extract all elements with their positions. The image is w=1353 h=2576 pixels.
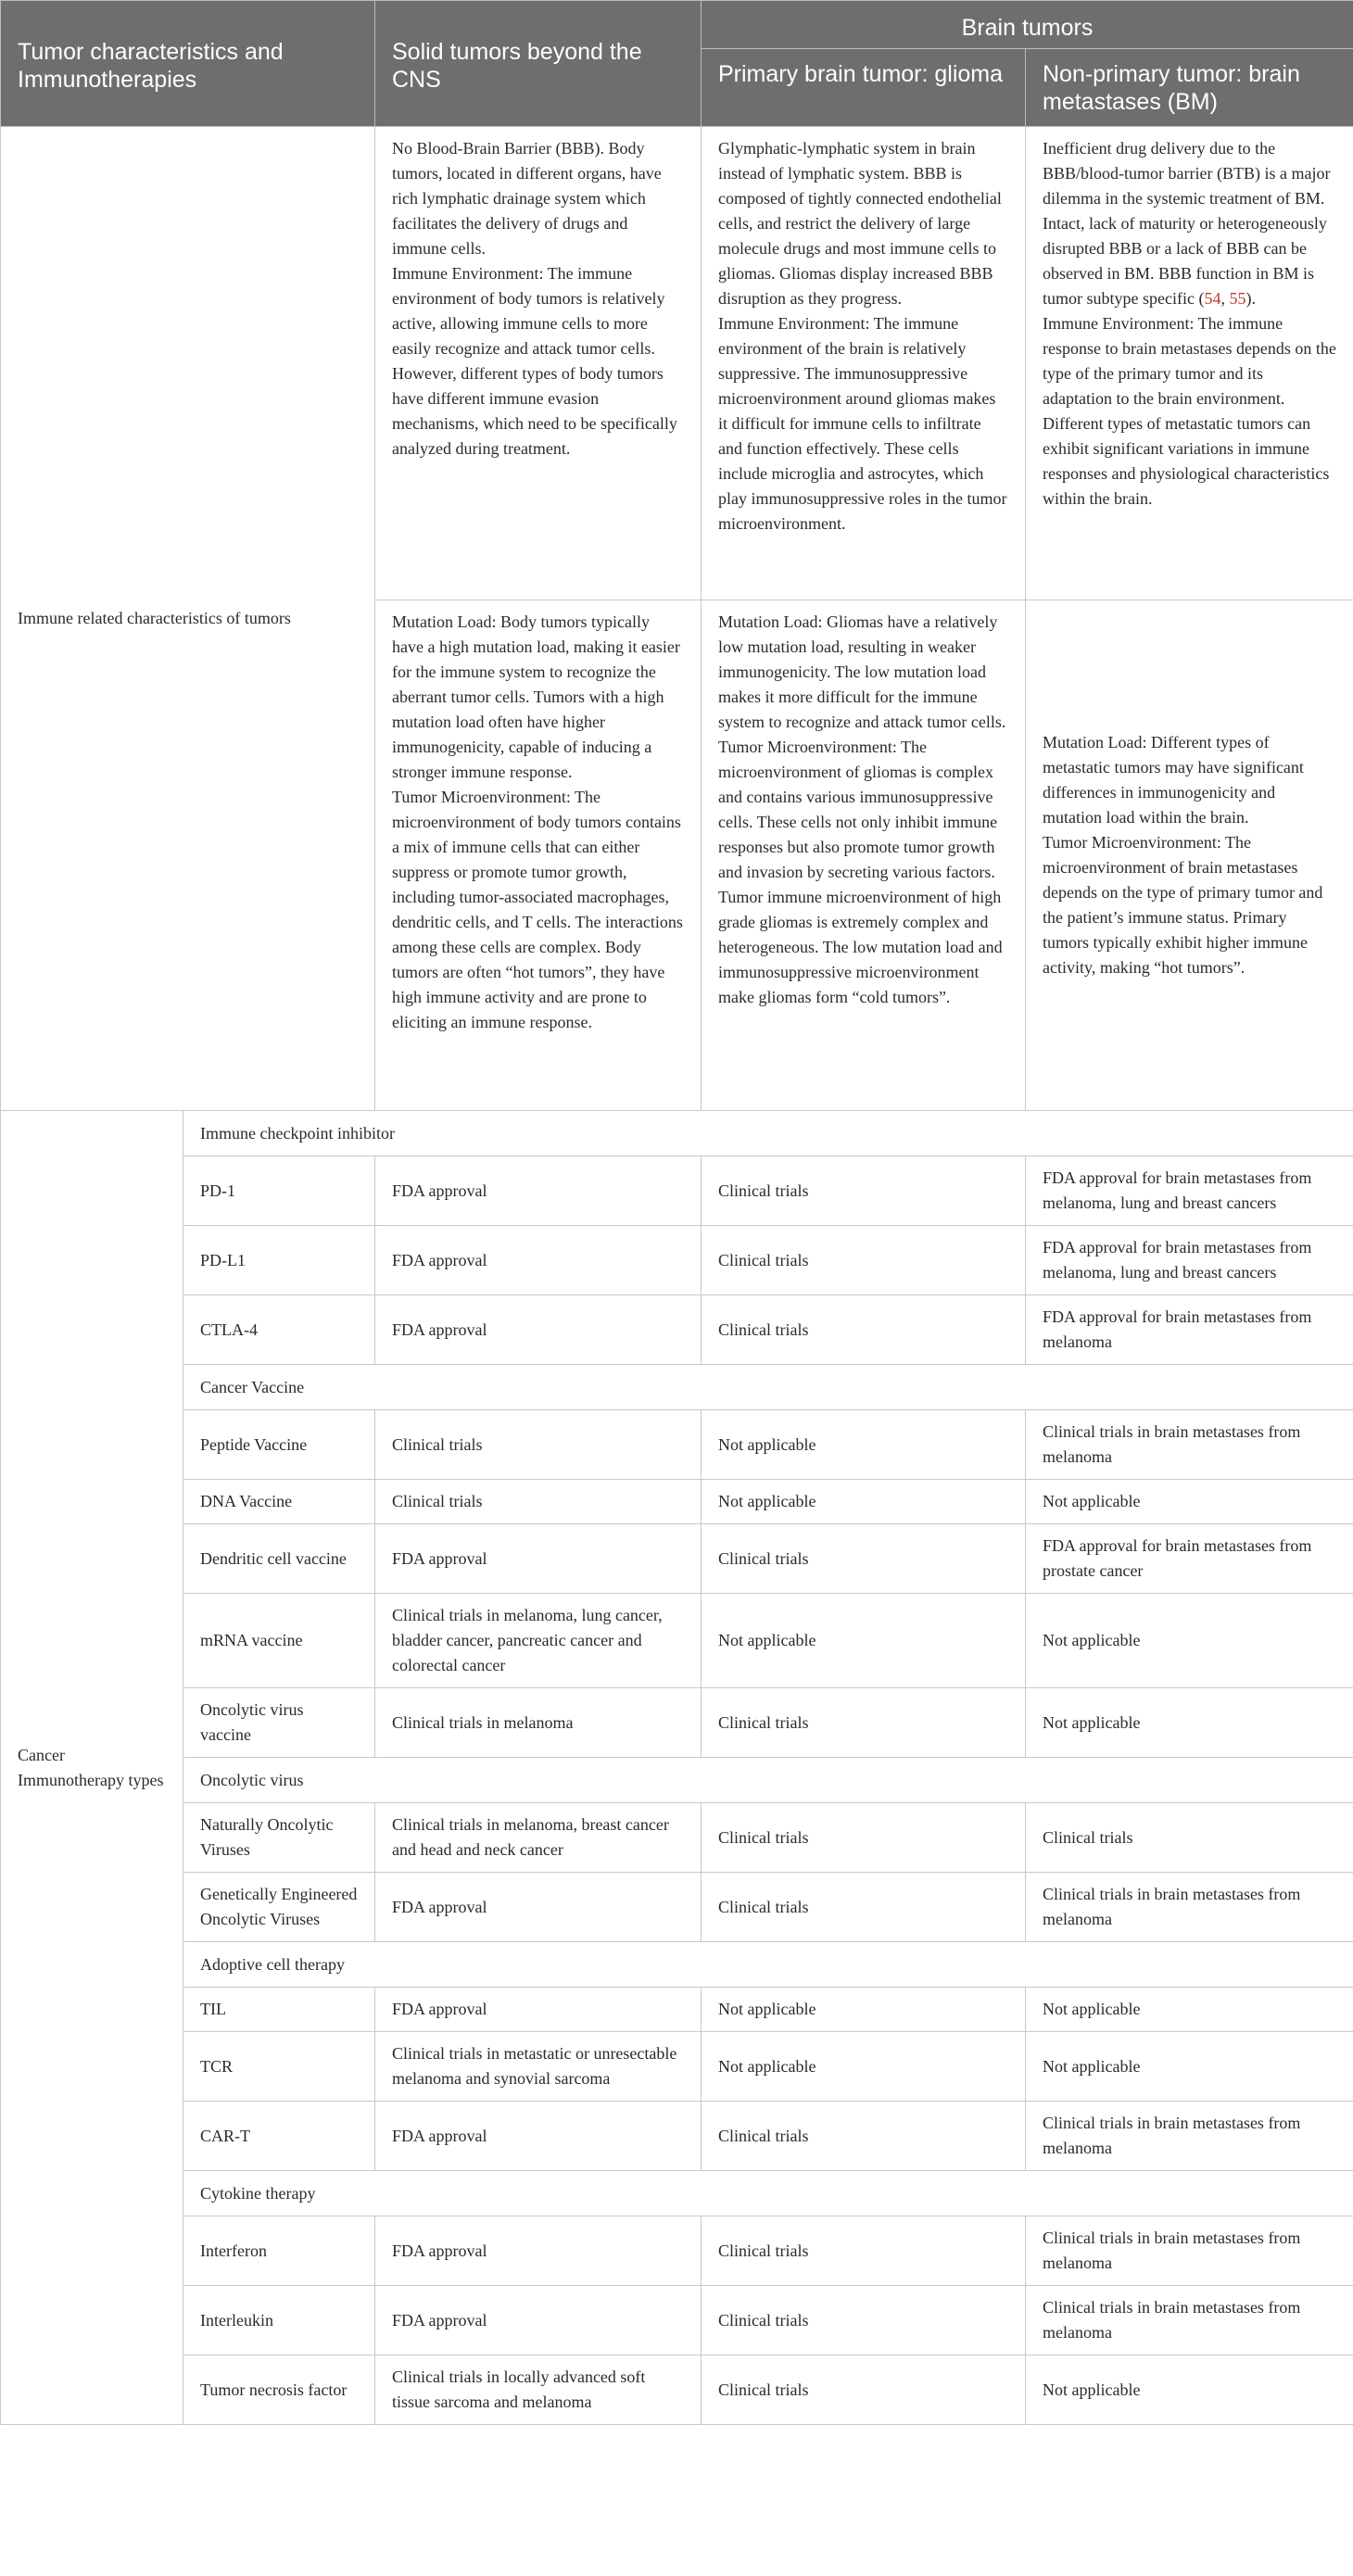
glioma-status-cell: Clinical trials xyxy=(702,1295,1026,1365)
bm-status-cell: FDA approval for brain metastases from prostate cancer xyxy=(1026,1524,1353,1594)
glioma-status-cell: Not applicable xyxy=(702,2032,1026,2102)
reference-link-55[interactable]: 55 xyxy=(1229,289,1246,308)
table-row xyxy=(1,1480,1353,1524)
solid-status-cell: Clinical trials in locally advanced soft tissue sarcoma and melanoma xyxy=(375,2355,702,2425)
therapy-name-cell: TCR xyxy=(183,2032,375,2102)
cell-paragraph: Mutation Load: Different types of metastatic tumors may have significant differences in immunogenicity and mutation load within the brain. xyxy=(1043,733,1304,827)
therapy-name-cell: CAR-T xyxy=(183,2102,375,2171)
bm-text: Inefficient drug delivery due to the BBB/blood-tumor barrier (BTB) is a major dilemma in the systemic treatment of BM. Intact, lack of maturity or heterogeneously disrupted BBB or a lack of BBB can be observed in BM. BBB function in BM is tumor subtype specific ( xyxy=(1043,139,1331,308)
therapy-name-cell: Interleukin xyxy=(183,2286,375,2355)
glioma-status-cell: Clinical trials xyxy=(702,1524,1026,1594)
glioma-status-cell: Clinical trials xyxy=(702,1156,1026,1226)
solid-status-cell: Clinical trials xyxy=(375,1480,702,1524)
table-row xyxy=(1,2286,1353,2355)
immune-row-label: Immune related characteristics of tumors xyxy=(1,127,375,1111)
cell-paragraph: Tumor Microenvironment: The microenvironment of brain metastases depends on the type of primary tumor and the patient’s immune status. Primary tumors typically exhibit higher immune activity, making “hot tumors”. xyxy=(1043,833,1323,977)
glioma-status-cell: Not applicable xyxy=(702,1410,1026,1480)
therapy-name-cell: Interferon xyxy=(183,2216,375,2286)
bm-status-cell: Not applicable xyxy=(1026,1480,1353,1524)
solid-status-cell: FDA approval xyxy=(375,1156,702,1226)
bm-status-cell: Clinical trials in brain metastases from melanoma xyxy=(1026,2286,1353,2355)
table-row xyxy=(1,1226,1353,1295)
table-row xyxy=(1,1688,1353,1758)
solid-status-cell: FDA approval xyxy=(375,1524,702,1594)
ref-separator: , xyxy=(1220,289,1230,308)
section-row xyxy=(1,1942,1353,1988)
section-row xyxy=(1,2171,1353,2216)
reference-link-54[interactable]: 54 xyxy=(1204,289,1221,308)
header-brain-tumors: Brain tumors xyxy=(702,1,1353,49)
solid-status-cell: FDA approval xyxy=(375,2216,702,2286)
solid-status-cell: FDA approval xyxy=(375,1295,702,1365)
glioma-status-cell: Not applicable xyxy=(702,1988,1026,2032)
therapy-name-cell: CTLA-4 xyxy=(183,1295,375,1365)
bm-status-cell: FDA approval for brain metastases from melanoma, lung and breast cancers xyxy=(1026,1226,1353,1295)
therapy-name-cell: Peptide Vaccine xyxy=(183,1410,375,1480)
bm-status-cell: Not applicable xyxy=(1026,1594,1353,1688)
table-row xyxy=(1,1295,1353,1365)
cell-paragraph: Mutation Load: Gliomas have a relatively low mutation load, resulting in weaker immunogenicity. The low mutation load makes it more difficult for the immune system to recognize and attack tumor cells. xyxy=(718,612,1006,731)
bm-status-cell: Clinical trials in brain metastases from melanoma xyxy=(1026,2102,1353,2171)
bm-status-cell: FDA approval for brain metastases from melanoma, lung and breast cancers xyxy=(1026,1156,1353,1226)
section-row xyxy=(1,1111,1353,1156)
table-row xyxy=(1,2355,1353,2425)
bm-status-cell: Clinical trials in brain metastases from melanoma xyxy=(1026,1873,1353,1942)
immune-glioma-cell-1 xyxy=(702,127,1026,600)
solid-status-cell: Clinical trials in melanoma, breast cancer and head and neck cancer xyxy=(375,1803,702,1873)
cell-paragraph: No Blood-Brain Barrier (BBB). Body tumors, located in different organs, have rich lymphatic drainage system which facilitates the delivery of drugs and immune cells. xyxy=(392,139,662,258)
header-solid-tumors: Solid tumors beyond the CNS xyxy=(375,1,702,127)
bm-text-end: ). xyxy=(1246,289,1256,308)
cell-paragraph: Immune Environment: The immune environment of the brain is relatively suppressive. The immunosuppressive microenvironment around gliomas makes it difficult for immune cells to infiltrate and function effectively. These cells include microglia and astrocytes, which play immunosuppressive roles in the tumor microenvironment. xyxy=(718,314,1007,533)
table-row xyxy=(1,1803,1353,1873)
glioma-status-cell: Clinical trials xyxy=(702,2355,1026,2425)
table-row xyxy=(1,2216,1353,2286)
table-row xyxy=(1,1524,1353,1594)
cell-paragraph: Tumor Microenvironment: The microenvironment of body tumors contains a mix of immune cells that can either suppress or promote tumor growth, including tumor-associated macrophages, dendritic cells, and T cells. The interactions among these cells are complex. Body tumors are often “hot tumors”, they have high immune activity and are prone to eliciting an immune response. xyxy=(392,788,683,1031)
therapy-name-cell: PD-1 xyxy=(183,1156,375,1226)
glioma-status-cell: Clinical trials xyxy=(702,1803,1026,1873)
bm-status-cell: Clinical trials in brain metastases from melanoma xyxy=(1026,1410,1353,1480)
immune-solid-cell-2 xyxy=(375,600,702,1111)
solid-status-cell: Clinical trials in melanoma xyxy=(375,1688,702,1758)
therapy-name-cell: Genetically Engineered Oncolytic Viruses xyxy=(183,1873,375,1942)
section-title: Immune checkpoint inhibitor xyxy=(183,1111,1353,1156)
header-characteristics: Tumor characteristics and Immunotherapies xyxy=(1,1,375,127)
section-row xyxy=(1,1758,1353,1803)
section-title: Oncolytic virus xyxy=(183,1758,1353,1803)
therapy-name-cell: mRNA vaccine xyxy=(183,1594,375,1688)
table-row xyxy=(1,1156,1353,1226)
glioma-status-cell: Clinical trials xyxy=(702,2286,1026,2355)
therapy-name-cell: DNA Vaccine xyxy=(183,1480,375,1524)
immune-solid-cell-1 xyxy=(375,127,702,600)
table-row xyxy=(1,1988,1353,2032)
bm-status-cell: Not applicable xyxy=(1026,1688,1353,1758)
glioma-status-cell: Not applicable xyxy=(702,1480,1026,1524)
section-row xyxy=(1,1365,1353,1410)
glioma-status-cell: Clinical trials xyxy=(702,2102,1026,2171)
section-title: Adoptive cell therapy xyxy=(183,1942,1353,1988)
cell-paragraph: Glymphatic-lymphatic system in brain instead of lymphatic system. BBB is composed of tightly connected endothelial cells, and restrict the delivery of large molecule drugs and most immune cells to gliomas. Gliomas display increased BBB disruption as they progress. xyxy=(718,139,1002,308)
therapy-name-cell: Dendritic cell vaccine xyxy=(183,1524,375,1594)
solid-status-cell: FDA approval xyxy=(375,1226,702,1295)
therapy-name-cell: TIL xyxy=(183,1988,375,2032)
table-row xyxy=(1,2102,1353,2171)
header-brain-metastases: Non-primary tumor: brain metastases (BM) xyxy=(1026,49,1353,127)
bm-status-cell: FDA approval for brain metastases from melanoma xyxy=(1026,1295,1353,1365)
header-glioma: Primary brain tumor: glioma xyxy=(702,49,1026,127)
section-title: Cancer Vaccine xyxy=(183,1365,1353,1410)
section-title: Cytokine therapy xyxy=(183,2171,1353,2216)
glioma-status-cell: Clinical trials xyxy=(702,1873,1026,1942)
cell-paragraph xyxy=(1043,136,1336,311)
table-row xyxy=(1,127,1353,600)
therapy-name-cell: Oncolytic virus vaccine xyxy=(183,1688,375,1758)
therapy-row-label: Cancer Immunotherapy types xyxy=(1,1111,183,2425)
cell-paragraph: Immune Environment: The immune response to brain metastases depends on the type of the primary tumor and its adaptation to the brain environment. Different types of metastatic tumors can exhibit significant variations in immune responses and physiological characteristics within the brain. xyxy=(1043,314,1336,508)
glioma-status-cell: Clinical trials xyxy=(702,1226,1026,1295)
bm-status-cell: Clinical trials in brain metastases from melanoma xyxy=(1026,2216,1353,2286)
bm-status-cell: Not applicable xyxy=(1026,2032,1353,2102)
cell-paragraph: Tumor Microenvironment: The microenvironment of gliomas is complex and contains various immunosuppressive cells. These cells not only inhibit immune responses but also promote tumor growth and invasion by secreting various factors. Tumor immune microenvironment of high grade gliomas is extremely complex and heterogeneous. The low mutation load and immunosuppressive microenvironment make gliomas form “cold tumors”. xyxy=(718,738,1003,1006)
table-row xyxy=(1,1594,1353,1688)
therapy-name-cell: PD-L1 xyxy=(183,1226,375,1295)
solid-status-cell: Clinical trials in melanoma, lung cancer, bladder cancer, pancreatic cancer and colorectal cancer xyxy=(375,1594,702,1688)
solid-status-cell: FDA approval xyxy=(375,1873,702,1942)
therapy-name-cell: Tumor necrosis factor xyxy=(183,2355,375,2425)
immune-bm-cell-1 xyxy=(1026,127,1353,600)
table-header xyxy=(1,1,1353,127)
glioma-status-cell: Clinical trials xyxy=(702,1688,1026,1758)
therapy-name-cell: Naturally Oncolytic Viruses xyxy=(183,1803,375,1873)
cell-paragraph: Mutation Load: Body tumors typically have a high mutation load, making it easier for the immune system to recognize the aberrant tumor cells. Tumors with a high mutation load often have higher immunogenicity, capable of inducing a stronger immune response. xyxy=(392,612,680,781)
glioma-status-cell: Not applicable xyxy=(702,1594,1026,1688)
bm-status-cell: Not applicable xyxy=(1026,2355,1353,2425)
bm-status-cell: Not applicable xyxy=(1026,1988,1353,2032)
table-row xyxy=(1,1410,1353,1480)
cell-paragraph: Immune Environment: The immune environment of body tumors is relatively active, allowing immune cells to more easily recognize and attack tumor cells. However, different types of body tumors have different immune evasion mechanisms, which need to be specifically analyzed during treatment. xyxy=(392,264,677,458)
solid-status-cell: FDA approval xyxy=(375,2102,702,2171)
solid-status-cell: FDA approval xyxy=(375,1988,702,2032)
solid-status-cell: FDA approval xyxy=(375,2286,702,2355)
solid-status-cell: Clinical trials xyxy=(375,1410,702,1480)
table-row xyxy=(1,2032,1353,2102)
table-row xyxy=(1,1873,1353,1942)
immune-glioma-cell-2 xyxy=(702,600,1026,1111)
glioma-status-cell: Clinical trials xyxy=(702,2216,1026,2286)
immune-bm-cell-2 xyxy=(1026,600,1353,1111)
solid-status-cell: Clinical trials in metastatic or unresectable melanoma and synovial sarcoma xyxy=(375,2032,702,2102)
bm-status-cell: Clinical trials xyxy=(1026,1803,1353,1873)
